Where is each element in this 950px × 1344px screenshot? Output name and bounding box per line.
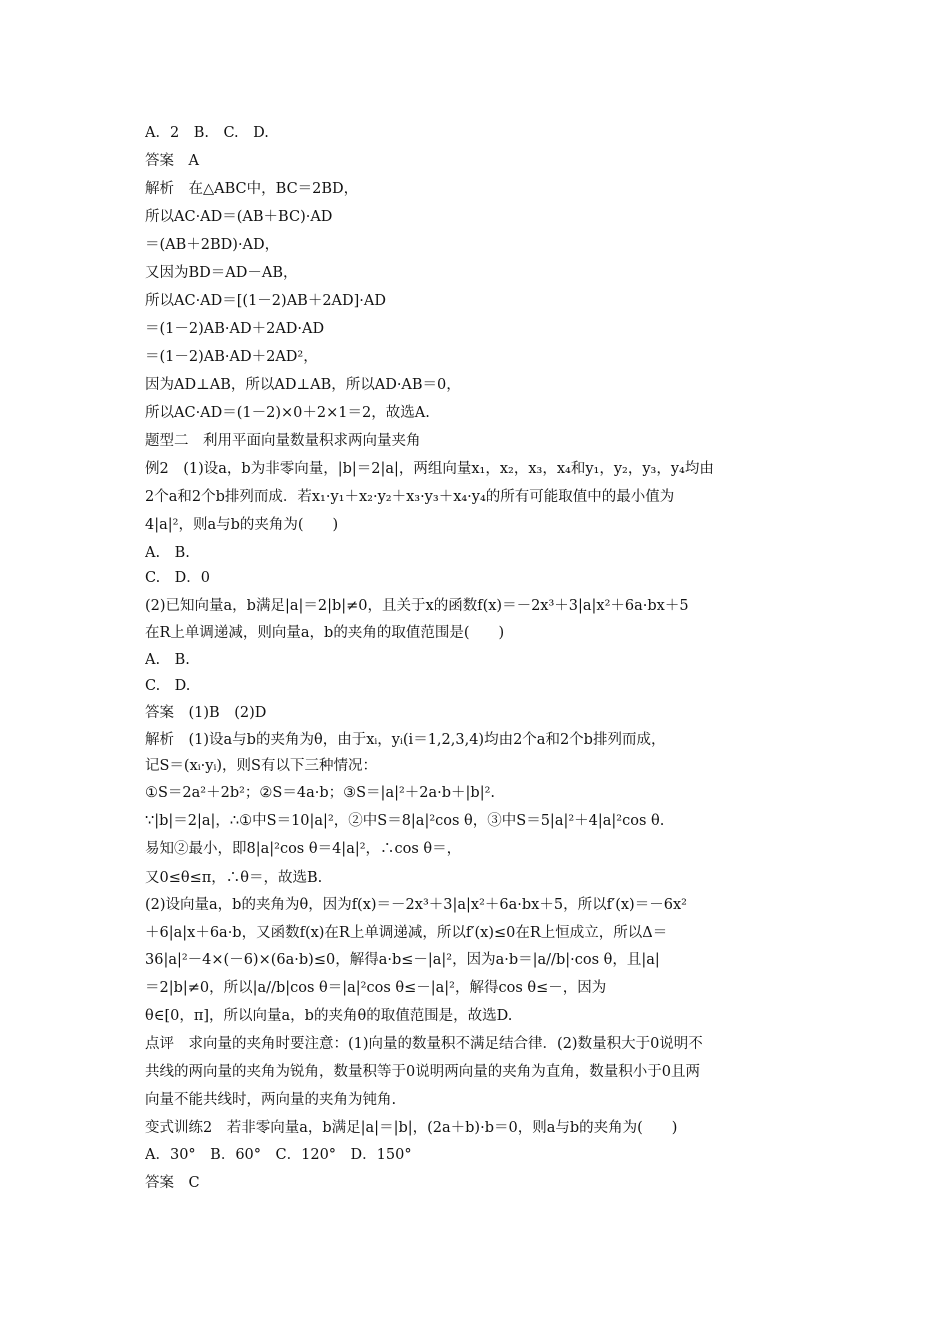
text-line: A．30° B．60° C．120° D．150° [145,1147,412,1163]
text-line: ＝(AB＋2BD)·AD， [145,237,280,253]
text-line: (2)设向量a，b的夹角为θ，因为f(x)＝－2x³＋3|a|x²＋6a·bx＋5，所以f′(x)＝－6x² [145,897,687,913]
text-line: 答案 A [145,153,199,169]
text-line: θ∈[0，π]，所以向量a，b的夹角θ的取值范围是，故选D. [145,1008,513,1024]
text-line: 又因为BD＝AD－AB， [145,265,298,281]
text-line: C. D．0 [145,570,211,586]
text-line: 4|a|²，则a与b的夹角为( ) [145,517,339,533]
text-line: 点评 求向量的夹角时要注意：(1)向量的数量积不满足结合律．(2)数量积大于0说明不 [145,1036,703,1052]
text-line: A. B. [145,652,190,668]
text-line: C. D. [145,678,191,694]
text-line: 所以AC·AD＝[(1－2)AB＋2AD]·AD [145,293,387,309]
text-line: 因为AD⊥AB，所以AD⊥AB，所以AD·AB＝0， [145,377,461,393]
text-line: ①S＝2a²＋2b²；②S＝4a·b；③S＝|a|²＋2a·b＋|b|². [145,785,496,801]
text-line: 记S＝(xᵢ·yᵢ)，则S有以下三种情况： [145,758,377,774]
text-line: 所以AC·AD＝(1－2)×0＋2×1＝2，故选A. [145,405,430,421]
text-line: 在R上单调递减，则向量a，b的夹角的取值范围是( ) [145,625,505,641]
text-line: 易知②最小，即8|a|²cos θ＝4|a|²，∴cos θ＝， [145,841,462,857]
text-line: 解析 (1)设a与b的夹角为θ，由于xᵢ，yᵢ(i＝1,2,3,4)均由2个a和2个b排列而成， [145,732,666,748]
text-line: ∵|b|＝2|a|，∴①中S＝10|a|²，②中S＝8|a|²cos θ，③中S＝5|a|²＋4|a|²cos θ. [145,813,665,829]
text-line: 所以AC·AD＝(AB＋BC)·AD [145,209,333,225]
text-line: ＝(1－2)AB·AD＋2AD²， [145,349,318,365]
text-line: 答案 C [145,1175,200,1191]
section-heading: 题型二 利用平面向量数量积求两向量夹角 [145,433,421,449]
text-line: ＝(1－2)AB·AD＋2AD·AD [145,321,325,337]
text-line: 例2 (1)设a，b为非零向量，|b|＝2|a|，两组向量x₁，x₂，x₃，x₄和y₁，y₂，y₃，y₄均由 [145,461,714,477]
text-line: 又0≤θ≤π，∴θ＝，故选B. [145,870,323,886]
text-line: ＋6|a|x＋6a·b，又函数f(x)在R上单调递减，所以f′(x)≤0在R上恒成立，所以Δ＝ [145,925,668,941]
text-line: A．2 B. C. D. [145,125,269,141]
text-line: 向量不能共线时，两向量的夹角为钝角. [145,1092,397,1108]
text-line: (2)已知向量a，b满足|a|＝2|b|≠0，且关于x的函数f(x)＝－2x³＋3|a|x²＋6a·bx＋5 [145,598,689,614]
text-line: 36|a|²－4×(－6)×(6a·b)≤0，解得a·b≤－|a|²，因为a·b＝|a//b|·cos θ，且|a| [145,952,660,968]
text-line: ＝2|b|≠0，所以|a//b|cos θ＝|a|²cos θ≤－|a|²，解得cos θ≤－，因为 [145,980,607,996]
text-line: 变式训练2 若非零向量a，b满足|a|＝|b|，(2a＋b)·b＝0，则a与b的夹角为( ) [145,1120,678,1136]
text-line: 共线的两向量的夹角为锐角，数量积等于0说明两向量的夹角为直角，数量积小于0且两 [145,1064,700,1080]
text-line: 答案 (1)B (2)D [145,705,267,721]
text-line: 2个a和2个b排列而成．若x₁·y₁＋x₂·y₂＋x₃·y₃＋x₄·y₄的所有可能取值中的最小值为 [145,489,675,505]
text-line: A. B. [145,545,190,561]
text-line: 解析 在△ABC中，BC＝2BD， [145,181,359,197]
